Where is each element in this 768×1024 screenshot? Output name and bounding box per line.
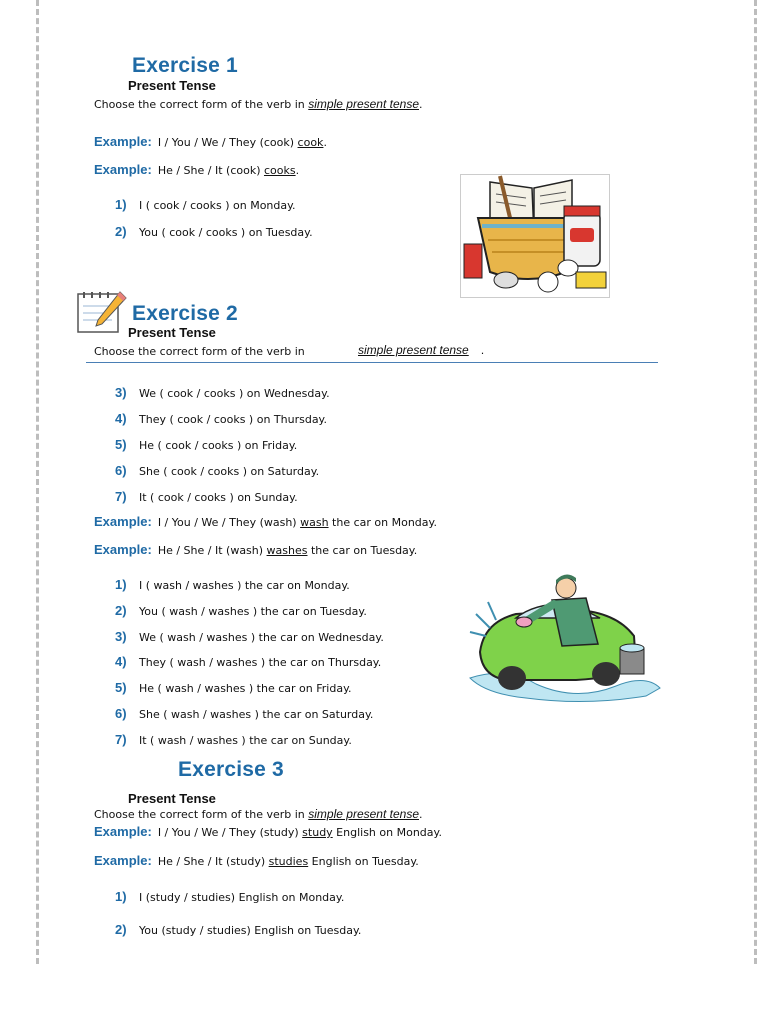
list-item <box>115 654 381 669</box>
list-item <box>115 411 327 426</box>
example <box>94 853 419 868</box>
example <box>94 162 299 177</box>
example-end: . <box>295 164 300 177</box>
item-number: 1) <box>115 577 127 592</box>
item-text: You ( cook / cooks ) on Tuesday. <box>139 226 313 239</box>
item-number: 2) <box>115 224 127 239</box>
instruction-emphasis: simple present tense <box>308 97 419 111</box>
list-item <box>115 224 313 239</box>
item-number: 1) <box>115 889 127 904</box>
example-label: Example: <box>94 134 152 149</box>
item-text: She ( wash / washes ) the car on Saturday. <box>139 708 374 721</box>
list-item <box>115 603 367 618</box>
example <box>94 514 437 529</box>
example-label: Example: <box>94 853 152 868</box>
list-item <box>115 629 384 644</box>
item-number: 2) <box>115 603 127 618</box>
instruction-end: . <box>419 808 423 821</box>
item-text: They ( cook / cooks ) on Thursday. <box>139 413 327 426</box>
item-text: It ( cook / cooks ) on Sunday. <box>139 491 298 504</box>
list-item <box>115 680 352 695</box>
item-number: 3) <box>115 629 127 644</box>
exercise-2-instruction-emphasis <box>358 343 484 357</box>
item-text: He ( wash / washes ) the car on Friday. <box>139 682 352 695</box>
list-item <box>115 437 297 452</box>
item-text: You (study / studies) English on Tuesday. <box>139 924 362 937</box>
example-answer: studies <box>268 855 309 868</box>
example-text: He / She / It (cook) <box>157 164 264 177</box>
item-text: I (study / studies) English on Monday. <box>139 891 345 904</box>
item-text: He ( cook / cooks ) on Friday. <box>139 439 298 452</box>
example-label: Example: <box>94 514 152 529</box>
example-answer: study <box>302 826 333 839</box>
item-number: 3) <box>115 385 127 400</box>
list-item <box>115 489 298 504</box>
example-text: He / She / It (study) <box>157 855 269 868</box>
item-text: I ( cook / cooks ) on Monday. <box>139 199 296 212</box>
example-end: . <box>323 136 327 149</box>
exercise-1-subtitle: Present Tense <box>128 78 216 93</box>
item-number: 2) <box>115 922 127 937</box>
instruction-text: Choose the correct form of the verb in <box>94 808 309 821</box>
list-item <box>115 732 352 747</box>
item-number: 6) <box>115 463 127 478</box>
exercise-3-title: Exercise 3 <box>178 758 284 781</box>
list-item <box>115 463 319 478</box>
example-text: I / You / We / They (wash) <box>157 516 301 529</box>
exercise-3-subtitle: Present Tense <box>128 791 216 806</box>
example-text: He / She / It (wash) <box>157 544 267 557</box>
car-wash-illustration <box>466 574 662 706</box>
example-answer: cook <box>297 136 324 149</box>
list-item <box>115 706 373 721</box>
item-number: 5) <box>115 437 127 452</box>
item-text: We ( cook / cooks ) on Wednesday. <box>139 387 330 400</box>
page-border-left <box>36 0 39 964</box>
instruction-end: . <box>419 98 423 111</box>
instruction-text: Choose the correct form of the verb in <box>94 98 309 111</box>
cooking-illustration <box>460 174 610 298</box>
example-text: I / You / We / They (cook) <box>157 136 298 149</box>
exercise-1-title: Exercise 1 <box>132 54 238 77</box>
list-item <box>115 889 344 904</box>
example-answer: wash <box>300 516 329 529</box>
item-text: They ( wash / washes ) the car on Thursday. <box>139 656 382 669</box>
section-divider <box>86 362 658 363</box>
exercise-2-instruction: Choose the correct form of the verb in <box>94 345 305 358</box>
item-number: 5) <box>115 680 127 695</box>
example-label: Example: <box>94 162 152 177</box>
example <box>94 824 442 839</box>
list-item <box>115 577 350 592</box>
example-end: English on Tuesday. <box>308 855 419 868</box>
item-number: 7) <box>115 489 127 504</box>
example-end: the car on Tuesday. <box>307 544 418 557</box>
item-text: You ( wash / washes ) the car on Tuesday. <box>139 605 367 618</box>
list-item <box>115 385 330 400</box>
example-answer: washes <box>266 544 308 557</box>
item-number: 4) <box>115 411 127 426</box>
item-text: She ( cook / cooks ) on Saturday. <box>139 465 320 478</box>
example-answer: cooks <box>263 164 296 177</box>
item-number: 7) <box>115 732 127 747</box>
exercise-1-instruction <box>94 97 423 111</box>
example-text: I / You / We / They (study) <box>157 826 303 839</box>
exercise-3-instruction <box>94 807 423 821</box>
example-end: English on Monday. <box>332 826 442 839</box>
exercise-2-subtitle: Present Tense <box>128 325 216 340</box>
instruction-emphasis: simple present tense <box>308 807 419 821</box>
example-label: Example: <box>94 542 152 557</box>
page-border-right <box>754 0 757 964</box>
instruction-emphasis: simple present tense <box>358 343 469 357</box>
instruction-end: . <box>480 344 485 357</box>
example-label: Example: <box>94 824 152 839</box>
list-item <box>115 197 296 212</box>
example <box>94 134 327 149</box>
item-text: We ( wash / washes ) the car on Wednesday. <box>139 631 384 644</box>
item-number: 1) <box>115 197 127 212</box>
item-text: I ( wash / washes ) the car on Monday. <box>139 579 350 592</box>
list-item <box>115 922 361 937</box>
item-number: 6) <box>115 706 127 721</box>
notepad-pencil-icon <box>76 288 128 334</box>
exercise-2-title: Exercise 2 <box>132 302 238 325</box>
item-number: 4) <box>115 654 127 669</box>
example-end: the car on Monday. <box>328 516 437 529</box>
item-text: It ( wash / washes ) the car on Sunday. <box>139 734 352 747</box>
example <box>94 542 417 557</box>
